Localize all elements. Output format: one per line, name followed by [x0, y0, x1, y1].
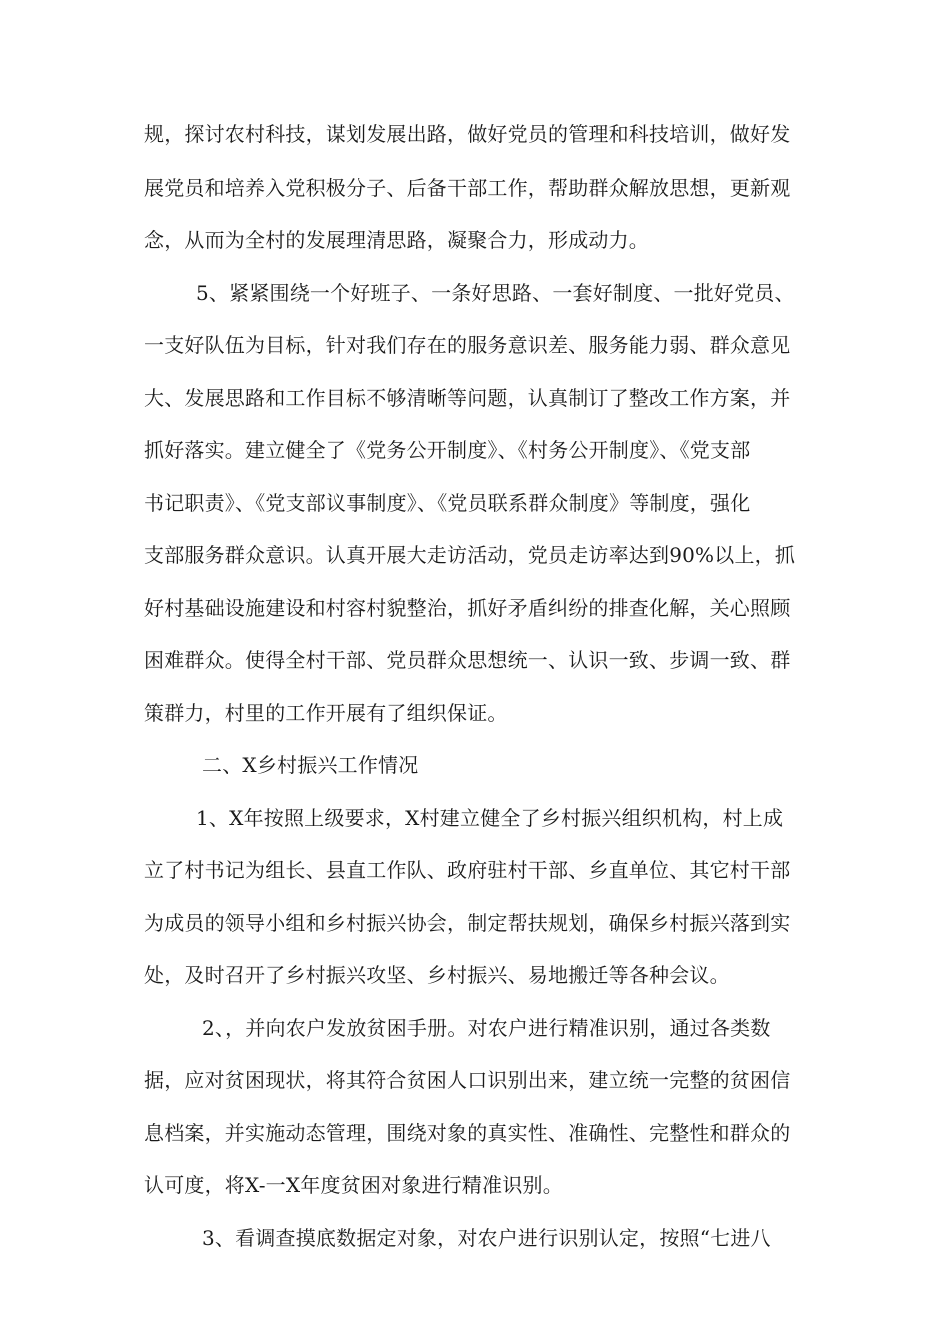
- text-line: 念，从而为全村的发展理清思路，凝聚合力，形成动力。: [144, 228, 649, 252]
- section-heading: 二、X乡村振兴工作情况: [202, 753, 419, 777]
- text-line: 息档案，并实施动态管理，围绕对象的真实性、准确性、完整性和群众的: [144, 1121, 791, 1145]
- paragraph-5-first-line: 5、紧紧围绕一个好班子、一条好思路、一套好制度、一批好党员、: [196, 281, 795, 305]
- text-line: 处，及时召开了乡村振兴攻坚、乡村振兴、易地搬迁等各种会议。: [144, 963, 730, 987]
- text-line: 困难群众。使得全村干部、党员群众思想统一、认识一致、步调一致、群: [144, 648, 791, 672]
- text-line: 抓好落实。建立健全了《党务公开制度》、《村务公开制度》、《党支部: [144, 438, 751, 462]
- text-line: 据，应对贫困现状，将其符合贫困人口识别出来，建立统一完整的贫困信: [144, 1068, 791, 1092]
- item-1-first-line: 1、X年按照上级要求，X村建立健全了乡村振兴组织机构，村上成: [196, 806, 784, 830]
- text-line: 支部服务群众意识。认真开展大走访活动，党员走访率达到90%以上，抓: [144, 543, 796, 567]
- text-line: 好村基础设施建设和村容村貌整治，抓好矛盾纠纷的排查化解，关心照顾: [144, 596, 791, 620]
- text-line: 展党员和培养入党积极分子、后备干部工作，帮助群众解放思想，更新观: [144, 176, 791, 200]
- text-line: 策群力，村里的工作开展有了组织保证。: [144, 701, 508, 725]
- text-line: 立了村书记为组长、县直工作队、政府驻村干部、乡直单位、其它村干部: [144, 858, 791, 882]
- text-line: 为成员的领导小组和乡村振兴协会，制定帮扶规划，确保乡村振兴落到实: [144, 911, 791, 935]
- item-2-first-line: 2、，并向农户发放贫困手册。对农户进行精准识别，通过各类数: [202, 1016, 771, 1040]
- item-3-first-line: 3、看调查摸底数据定对象，对农户进行识别认定，按照“七进八: [202, 1226, 771, 1250]
- text-line: 认可度，将X-一X年度贫困对象进行精准识别。: [144, 1173, 563, 1197]
- text-line: 大、发展思路和工作目标不够清晰等问题，认真制订了整改工作方案，并: [144, 386, 791, 410]
- text-line: 规，探讨农村科技，谋划发展出路，做好党员的管理和科技培训，做好发: [144, 122, 791, 146]
- text-line: 书记职责》、《党支部议事制度》、《党员联系群众制度》等制度，强化: [144, 491, 751, 515]
- text-line: 一支好队伍为目标，针对我们存在的服务意识差、服务能力弱、群众意见: [144, 333, 791, 357]
